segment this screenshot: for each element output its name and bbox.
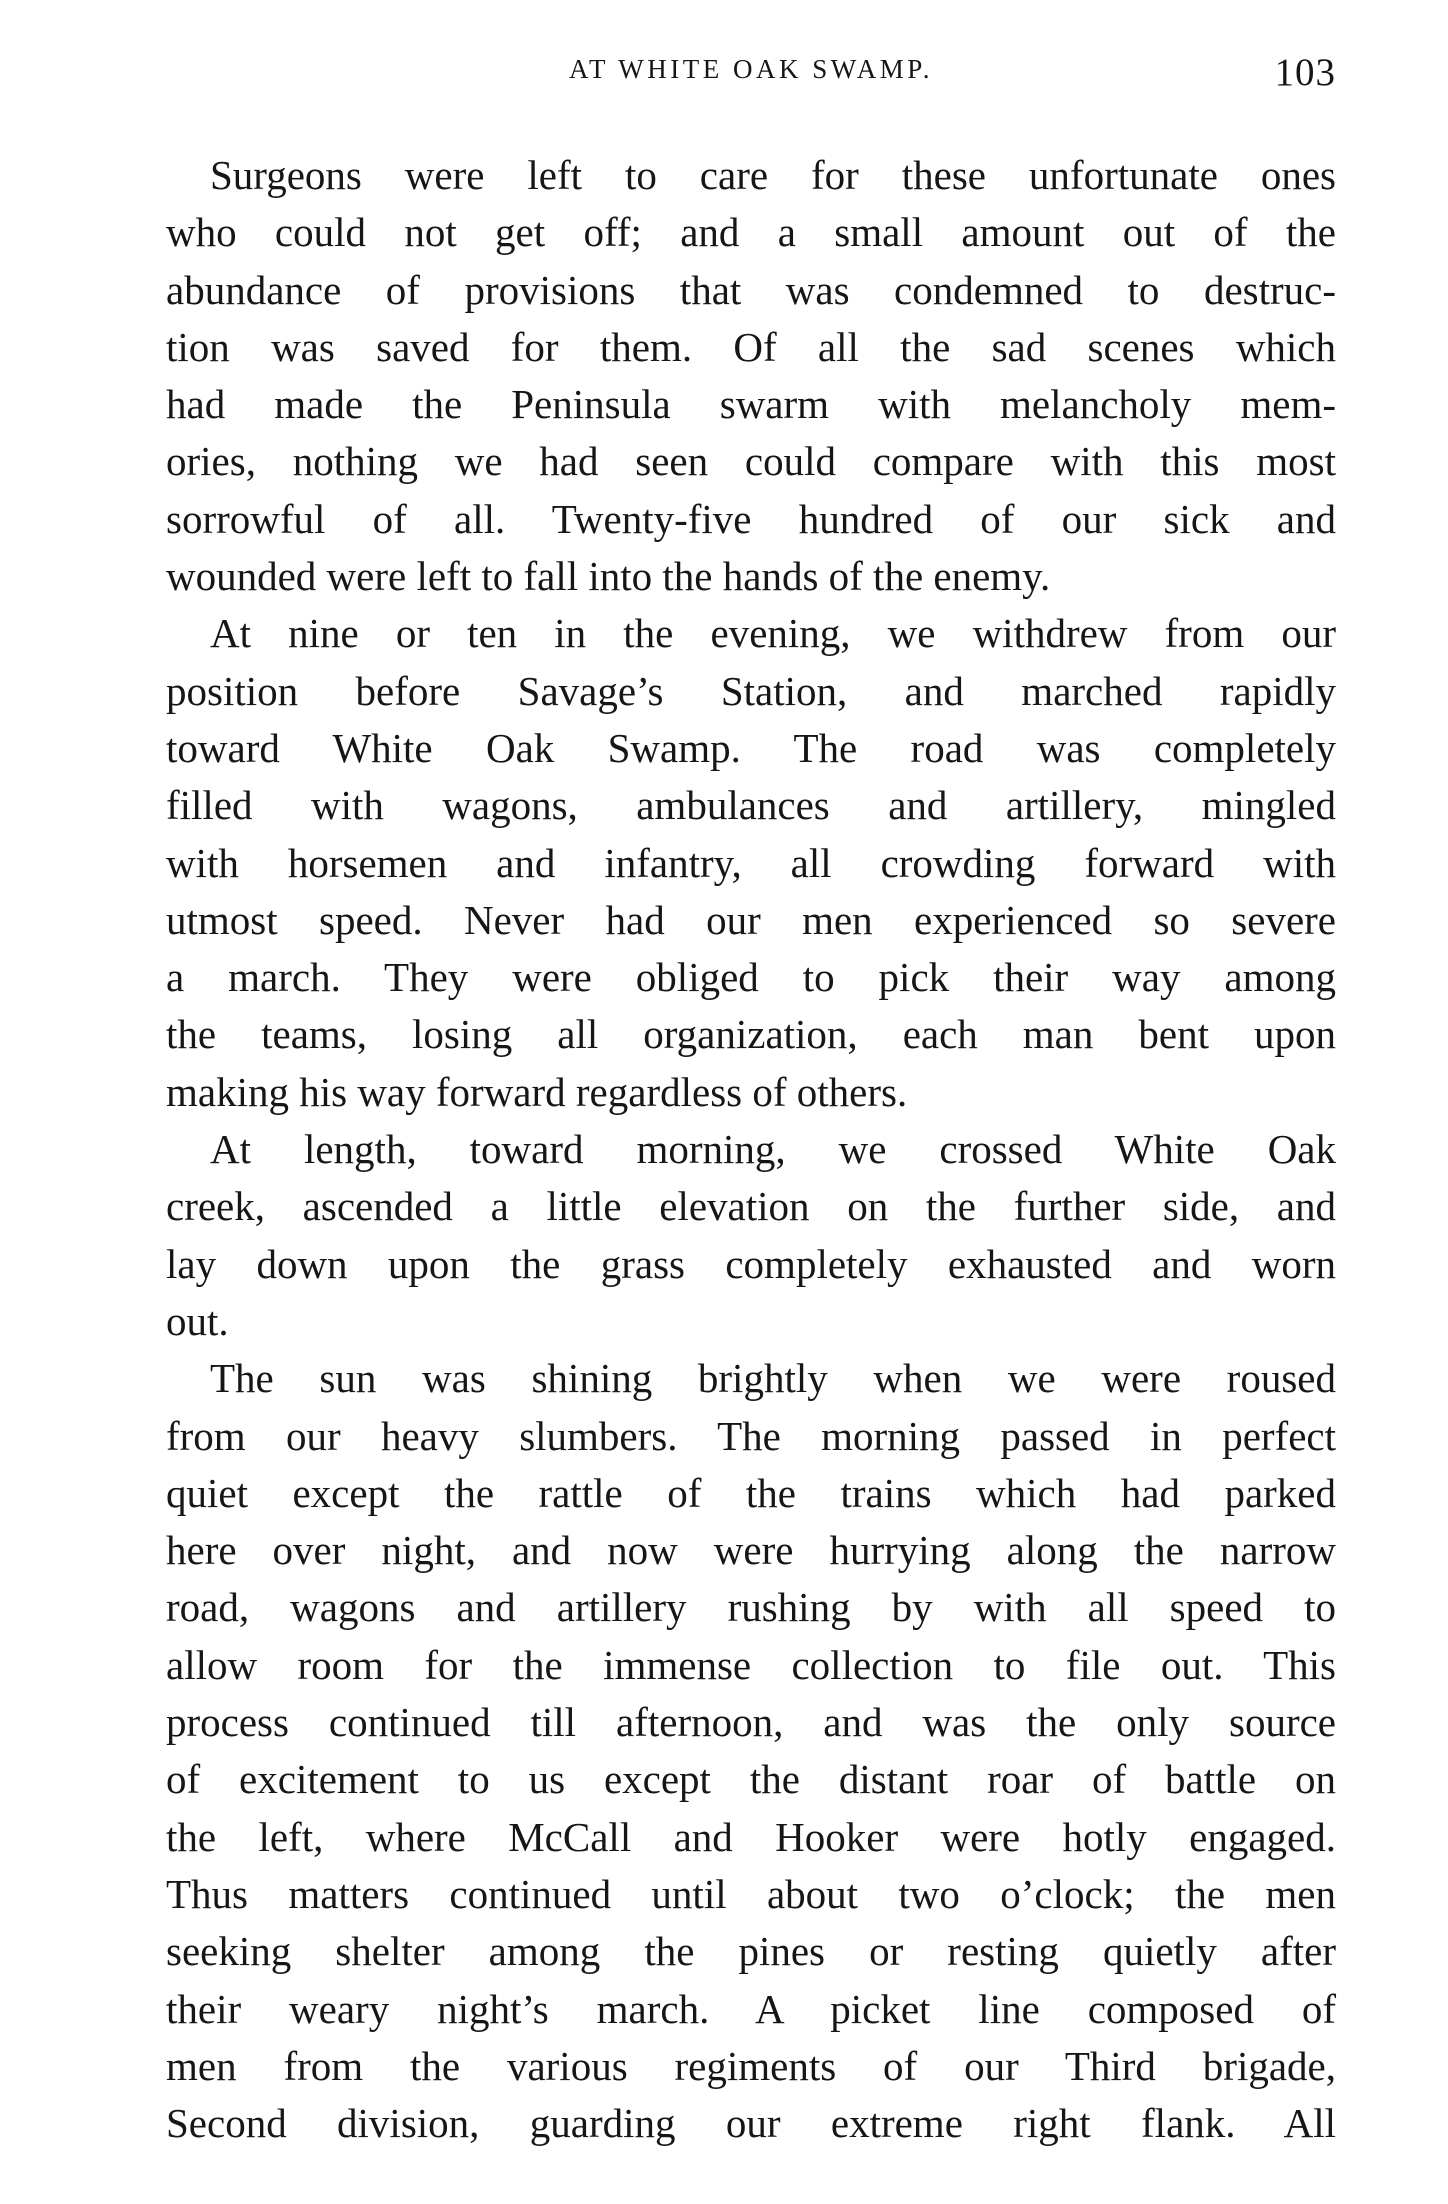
text-line: position before Savage’s Station, and marched rapidly	[166, 667, 1336, 714]
text-line: wounded were left to fall into the hands of the enemy.	[166, 553, 1051, 600]
text-line: their weary night’s march. A picket line composed of	[166, 1985, 1336, 2032]
paragraph-morning	[166, 1350, 1336, 2152]
text-line: here over night, and now were hurrying along the narrow	[166, 1527, 1336, 1574]
text-line: road, wagons and artillery rushing by with all speed to	[166, 1584, 1336, 1631]
text-line: Surgeons were left to care for these unfortunate ones	[210, 152, 1336, 198]
text-line: a march. They were obliged to pick their way among	[166, 954, 1336, 1001]
text-line: the left, where McCall and Hooker were hotly engaged.	[166, 1813, 1336, 1860]
text-line: from our heavy slumbers. The morning passed in perfect	[166, 1412, 1336, 1459]
text-line: utmost speed. Never had our men experienced so severe	[166, 896, 1336, 943]
text-line: allow room for the immense collection to file out. This	[166, 1641, 1336, 1688]
text-line: tion was saved for them. Of all the sad scenes which	[166, 323, 1336, 370]
running-head	[166, 50, 1336, 110]
text-line: sorrowful of all. Twenty-five hundred of our sick and	[166, 495, 1336, 542]
text-line: quiet except the rattle of the trains which had parked	[166, 1469, 1336, 1516]
page-number: 103	[1274, 51, 1336, 94]
text-line: The sun was shining brightly when we were roused	[210, 1355, 1336, 1402]
paragraph-left-behind	[166, 147, 1336, 605]
text-line: ories, nothing we had seen could compare with this most	[166, 438, 1336, 485]
text-line: process continued till afternoon, and was the only source	[166, 1699, 1336, 1746]
text-line: who could not get off; and a small amount out of the	[166, 209, 1336, 256]
running-title: AT WHITE OAK SWAMP.	[568, 54, 933, 84]
text-line: filled with wagons, ambulances and artillery, mingled	[166, 782, 1336, 829]
text-line: lay down upon the grass completely exhausted and worn	[166, 1240, 1336, 1287]
text-line: with horsemen and infantry, all crowding forward with	[166, 839, 1336, 886]
paragraph-night-march	[166, 605, 1336, 1121]
body-text	[166, 147, 1336, 2152]
text-line: Second division, guarding our extreme right flank. All	[166, 2100, 1336, 2147]
text-line: the teams, losing all organization, each man bent upon	[166, 1011, 1336, 1058]
text-line: Thus matters continued until about two o’clock; the men	[166, 1870, 1336, 1917]
text-line: had made the Peninsula swarm with melancholy mem-	[166, 381, 1336, 428]
text-line: At nine or ten in the evening, we withdrew from our	[210, 610, 1336, 657]
text-line: seeking shelter among the pines or resting quietly after	[166, 1928, 1336, 1975]
text-line: of excitement to us except the distant roar of battle on	[166, 1756, 1336, 1803]
text-line: men from the various regiments of our Third brigade,	[166, 2042, 1336, 2089]
text-line: making his way forward regardless of others.	[166, 1068, 908, 1115]
text-line: out.	[166, 1297, 229, 1344]
text-line: abundance of provisions that was condemned to destruc-	[166, 266, 1336, 313]
paragraph-creek-crossing	[166, 1121, 1336, 1350]
text-line: At length, toward morning, we crossed White Oak	[210, 1126, 1336, 1173]
text-line: toward White Oak Swamp. The road was completely	[166, 724, 1336, 771]
text-line: creek, ascended a little elevation on the further side, and	[166, 1183, 1336, 1230]
